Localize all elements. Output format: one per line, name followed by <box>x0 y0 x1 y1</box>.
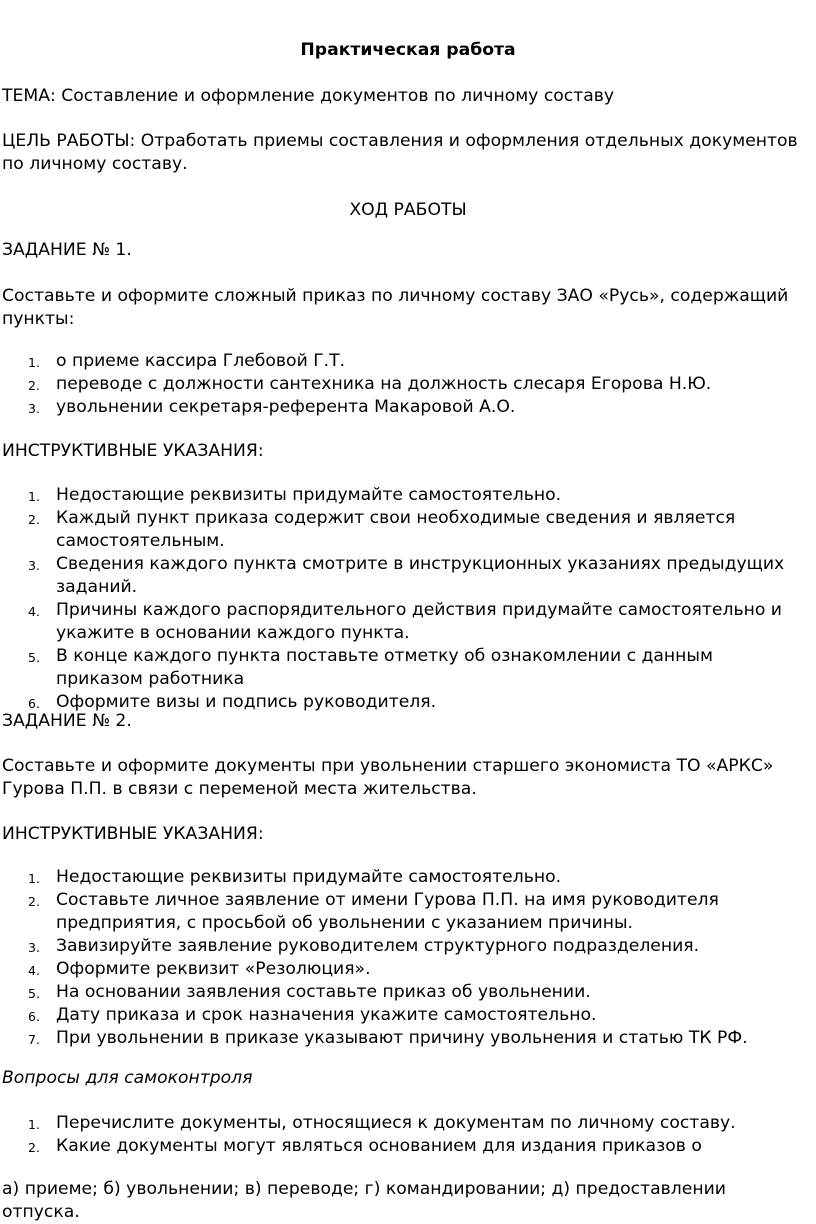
list-number: 4. <box>28 963 40 978</box>
self-control-questions-list <box>0 1112 816 1158</box>
list-item <box>0 889 816 935</box>
list-item <box>0 484 816 507</box>
list-item-text: Причины каждого распорядительного действия придумайте самостоятельно и укажите в основании каждого пункта. <box>56 600 782 643</box>
list-item <box>0 1027 816 1050</box>
list-number: 4. <box>28 604 40 619</box>
list-item <box>0 1112 816 1135</box>
list-item <box>0 350 816 373</box>
list-number: 6. <box>28 1009 40 1024</box>
list-item <box>0 645 816 691</box>
list-item-text: Оформите визы и подпись руководителя. <box>56 692 437 712</box>
list-item <box>0 958 816 981</box>
list-number: 2. <box>28 512 40 527</box>
list-number: 5. <box>28 986 40 1001</box>
list-item <box>0 507 816 553</box>
task1-instructions-list <box>0 484 816 714</box>
task1-text: Составьте и оформите сложный приказ по личному составу ЗАО «Русь», содержащий пункты: <box>2 286 789 329</box>
list-number: 2. <box>28 894 40 909</box>
list-number: 1. <box>28 871 40 886</box>
list-number: 5. <box>28 650 40 665</box>
document-title: Практическая работа <box>300 40 516 60</box>
list-item <box>0 396 816 419</box>
task2-text: Составьте и оформите документы при увольнении старшего экономиста ТО «АРКС» Гурова П.П. в связи с переменой места жительства. <box>2 756 774 799</box>
list-number: 6. <box>28 696 40 711</box>
list-item-text: Какие документы могут являться основанием для издания приказов о <box>56 1136 702 1156</box>
task1-items-list <box>0 350 816 419</box>
list-number: 2. <box>28 1140 40 1155</box>
progress-heading: ХОД РАБОТЫ <box>349 200 467 220</box>
list-item-text: Каждый пункт приказа содержит свои необходимые сведения и является самостоятельным. <box>56 508 736 551</box>
list-item <box>0 1135 816 1158</box>
list-item <box>0 553 816 599</box>
goal-paragraph: ЦЕЛЬ РАБОТЫ: Отработать приемы составления и оформления отдельных документов по личному составу. <box>2 131 798 174</box>
list-item-text: увольнении секретаря-референта Макаровой А.О. <box>56 397 516 417</box>
list-number: 1. <box>28 355 40 370</box>
list-item <box>0 866 816 889</box>
list-number: 1. <box>28 489 40 504</box>
list-item-text: Перечислите документы, относящиеся к документам по личному составу. <box>56 1113 736 1133</box>
list-number: 3. <box>28 401 40 416</box>
list-item <box>0 981 816 1004</box>
list-item-text: Недостающие реквизиты придумайте самостоятельно. <box>56 867 562 887</box>
list-item-text: Дату приказа и срок назначения укажите самостоятельно. <box>56 1005 597 1025</box>
list-item-text: переводе с должности сантехника на должность слесаря Егорова Н.Ю. <box>56 374 712 394</box>
list-item <box>0 599 816 645</box>
list-item-text: о приеме кассира Глебовой Г.Т. <box>56 351 346 371</box>
topic-line: ТЕМА: Составление и оформление документов по личному составу <box>2 86 615 106</box>
task1-instructions-heading: ИНСТРУКТИВНЫЕ УКАЗАНИЯ: <box>2 441 264 461</box>
task2-instructions-heading: ИНСТРУКТИВНЫЕ УКАЗАНИЯ: <box>2 824 264 844</box>
task1-heading: ЗАДАНИЕ № 1. <box>2 240 132 260</box>
task2-instructions-list <box>0 866 816 1050</box>
list-item-text: На основании заявления составьте приказ об увольнении. <box>56 982 591 1002</box>
self-control-heading: Вопросы для самоконтроля <box>2 1068 253 1088</box>
list-item-text: В конце каждого пункта поставьте отметку об ознакомлении с данным приказом работника <box>56 646 713 689</box>
list-item <box>0 935 816 958</box>
list-item-text: При увольнении в приказе указывают причину увольнения и статью ТК РФ. <box>56 1028 748 1048</box>
list-item <box>0 1004 816 1027</box>
list-item-text: Сведения каждого пункта смотрите в инструкционных указаниях предыдущих заданий. <box>56 554 785 597</box>
list-item-text: Недостающие реквизиты придумайте самостоятельно. <box>56 485 562 505</box>
list-number: 3. <box>28 940 40 955</box>
list-item-text: Составьте личное заявление от имени Гурова П.П. на имя руководителя предприятия, с просьбой об увольнении с указанием причины. <box>56 890 719 933</box>
list-number: 3. <box>28 558 40 573</box>
list-number: 1. <box>28 1117 40 1132</box>
list-item <box>0 373 816 396</box>
list-item-text: Завизируйте заявление руководителем структурного подразделения. <box>56 936 700 956</box>
self-control-options: а) приеме; б) увольнении; в) переводе; г) командировании; д) предоставлении отпуска. <box>2 1179 726 1222</box>
list-number: 2. <box>28 378 40 393</box>
list-number: 7. <box>28 1032 40 1047</box>
list-item-text: Оформите реквизит «Резолюция». <box>56 959 371 979</box>
task2-heading: ЗАДАНИЕ № 2. <box>2 711 132 731</box>
